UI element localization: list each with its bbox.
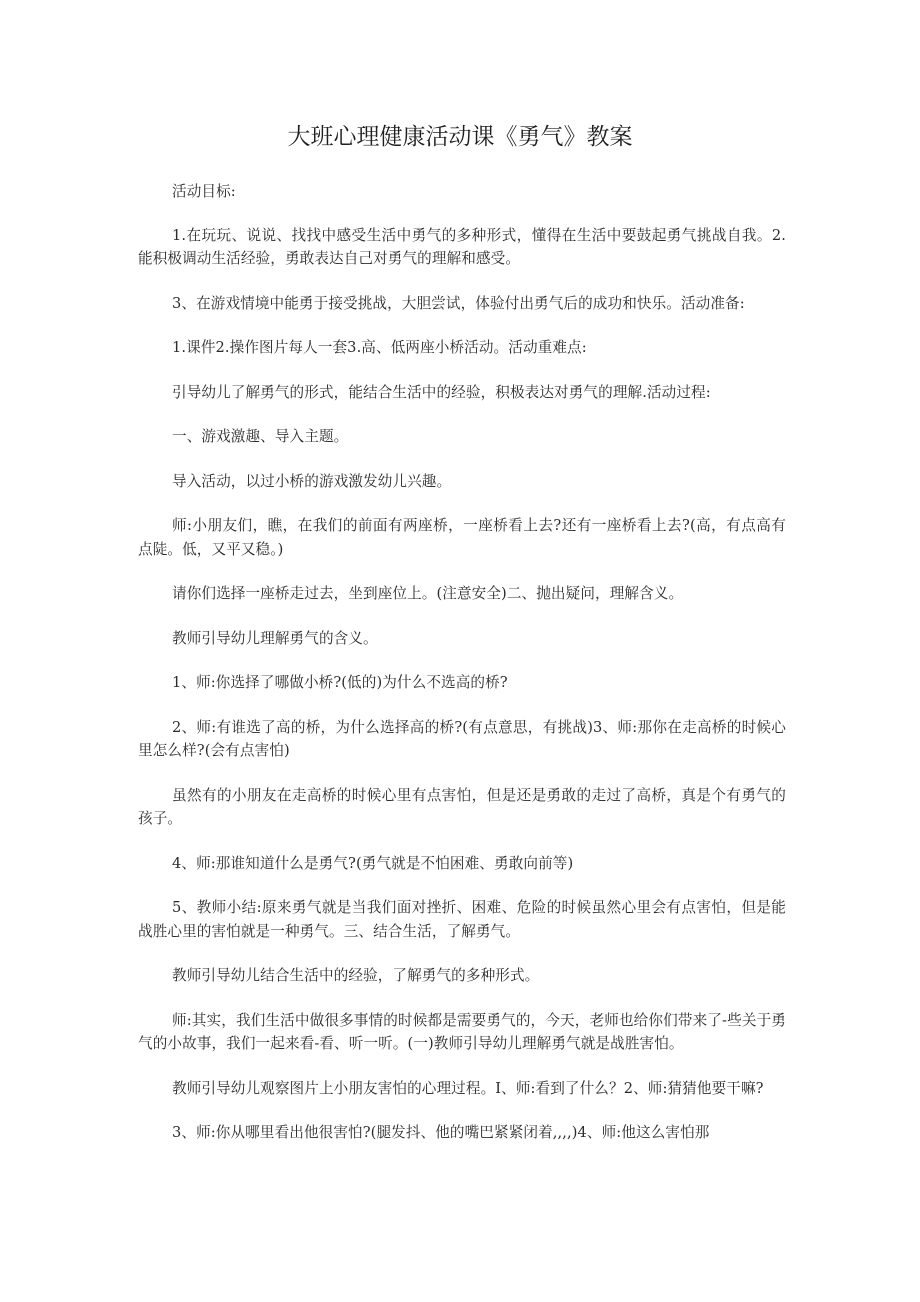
- paragraph-teacher-bridges: 师:小朋友们，瞧，在我们的前面有两座桥，一座桥看上去?还有一座桥看上去?(高，有点高有点陡。低，又平又稳。): [138, 517, 786, 558]
- paragraph-key-points: 引导幼儿了解勇气的形式，能结合生活中的经验，积极表达对勇气的理解.活动过程:: [172, 383, 711, 401]
- paragraph-question-2-3: 2、师:有谁选了高的桥，为什么选择高的桥?(有点意思，有挑战)3、师:那你在走高桥的时候心里怎么样?(会有点害怕): [138, 718, 786, 759]
- paragraph-brave-child: 虽然有的小朋友在走高桥的时候心里有点害怕，但是还是勇敢的走过了高桥，真是个有勇气的孩子。: [138, 786, 786, 827]
- paragraph-question-4: 4、师:那谁知道什么是勇气?(勇气就是不怕困难、勇敢向前等): [172, 854, 574, 872]
- paragraph-question-afraid: 3、师:你从哪里看出他很害怕?(腿发抖、他的嘴巴紧紧闭着,,,,)4、师:他这么害怕那: [172, 1124, 710, 1141]
- paragraph-goals-1-2: 1.在玩玩、说说、找找中感受生活中勇气的多种形式，懂得在生活中要鼓起勇气挑战自我。2.能积极调动生活经验，勇敢表达自己对勇气的理解和感受。: [138, 226, 786, 267]
- paragraph-question-1: 1、师:你选择了哪做小桥?(低的)为什么不选高的桥?: [172, 674, 508, 691]
- paragraph-observe-pictures: 教师引导幼儿观察图片上小朋友害怕的心理过程。I、师:看到了什么？2、师:猜猜他要干嘛?: [172, 1079, 764, 1097]
- document-body: [138, 180, 786, 1166]
- document-title: 大班心理健康活动课《勇气》教案: [287, 124, 633, 150]
- paragraph-stories: 师:其实，我们生活中做很多事情的时候都是需要勇气的，今天，老师也给你们带来了-些关于勇气的小故事，我们一起来看-看、听一听。(一)教师引导幼儿理解勇气就是战胜害怕。: [138, 1011, 786, 1052]
- paragraph-choose-bridge: 请你们选择一座桥走过去，坐到座位上。(注意安全)二、抛出疑问，理解含义。: [172, 585, 684, 602]
- paragraph-intro-activity: 导入活动，以过小桥的游戏激发幼儿兴趣。: [172, 472, 452, 490]
- paragraph-life-experience: 教师引导幼儿结合生活中的经验，了解勇气的多种形式。: [172, 967, 540, 984]
- paragraph-activity-goals-heading: 活动目标:: [172, 183, 236, 200]
- paragraph-preparation: 1.课件2.操作图片每人一套3.高、低两座小桥活动。活动重难点:: [172, 339, 587, 356]
- paragraph-meaning-of-courage: 教师引导幼儿理解勇气的含义。: [172, 629, 378, 647]
- paragraph-goal-3: 3、在游戏情境中能勇于接受挑战，大胆尝试，体验付出勇气后的成功和快乐。活动准备:: [172, 294, 745, 312]
- paragraph-summary-5: 5、教师小结:原来勇气就是当我们面对挫折、困难、危险的时候虽然心里会有点害怕，但是能战胜心里的害怕就是一种勇气。三、结合生活，了解勇气。: [138, 899, 786, 940]
- paragraph-section-1-heading: 一、游戏激趣、导入主题。: [172, 428, 349, 445]
